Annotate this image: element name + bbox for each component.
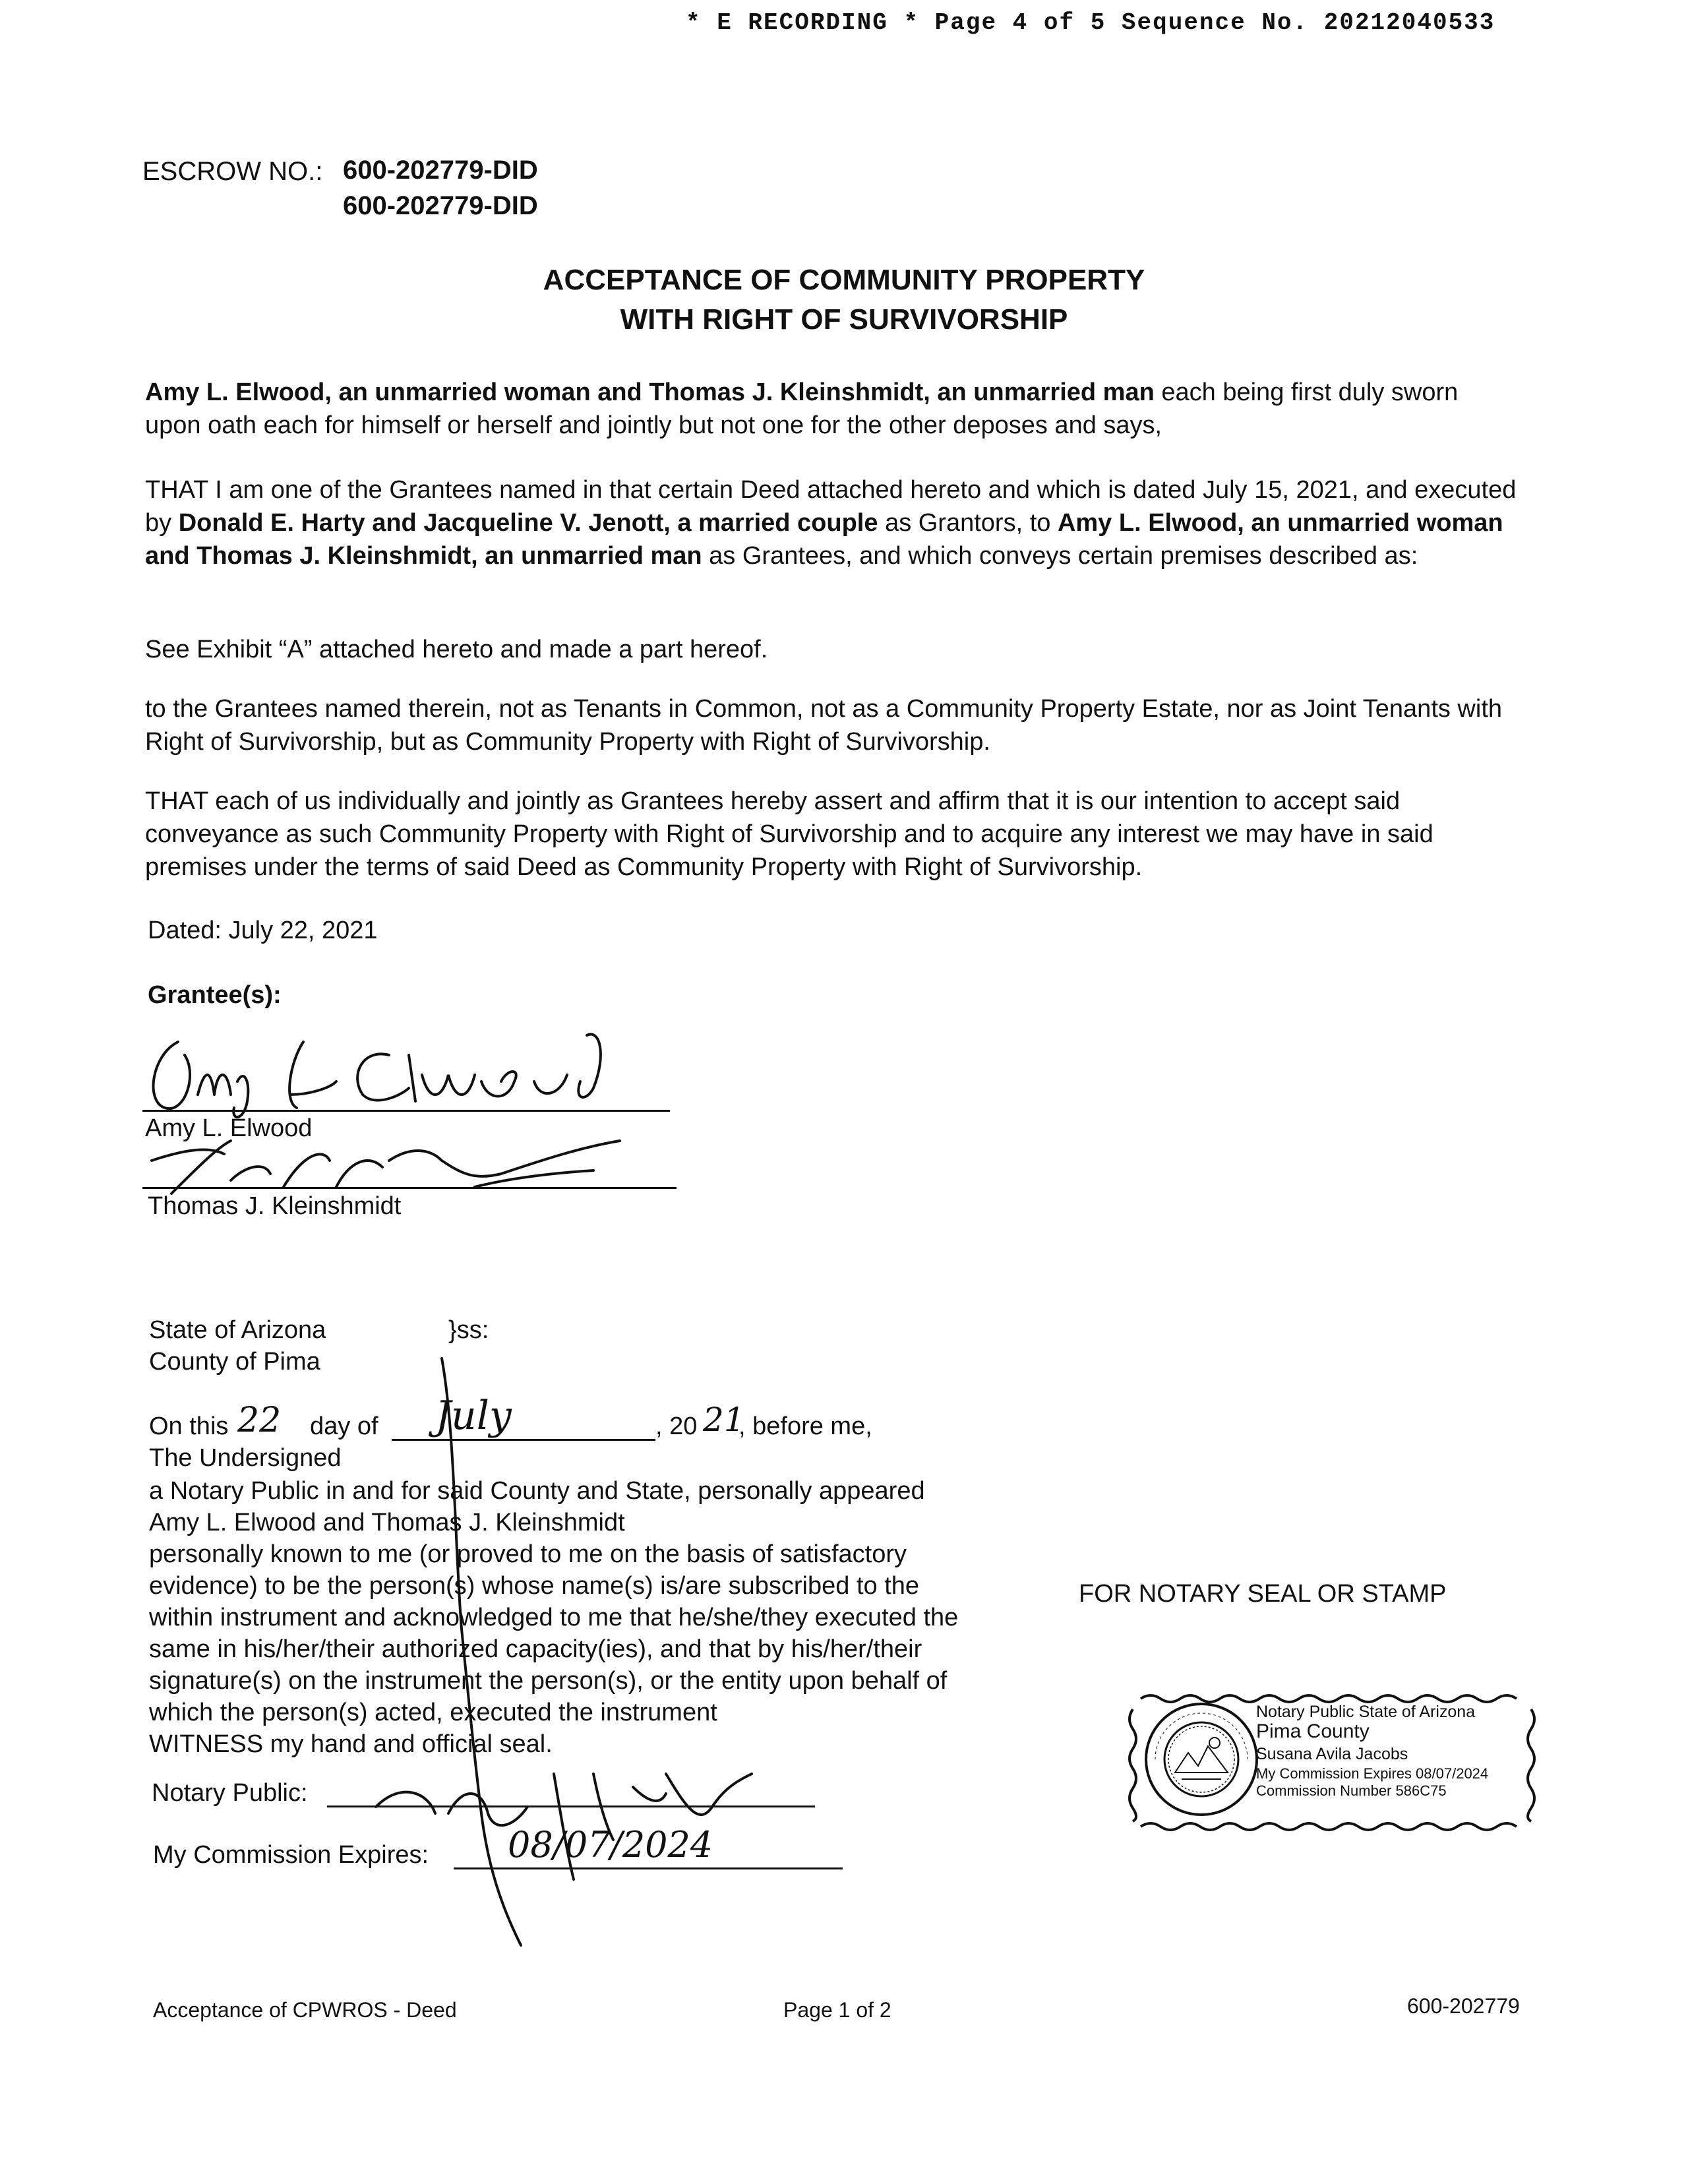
grantee-1-name: Amy L. Elwood xyxy=(145,1114,313,1142)
handwritten-year: 21 xyxy=(703,1401,745,1439)
ack-line: personally known to me (or proved to me on the basis of satisfactory xyxy=(149,1540,907,1568)
paragraph-deposition xyxy=(145,376,1517,442)
handwritten-commission-date: 08/07/2024 xyxy=(508,1824,713,1866)
ack-line: WITNESS my hand and official seal. xyxy=(149,1730,553,1758)
ack-line: within instrument and acknowledged to me that he/she/they executed the xyxy=(149,1604,959,1631)
escrow-number-2: 600-202779-DID xyxy=(343,191,538,220)
stamp-line: Susana Avila Jacobs xyxy=(1256,1745,1408,1763)
signature-line-1 xyxy=(142,1110,670,1112)
day-of-label: day of xyxy=(310,1412,378,1440)
deed-text-1: THAT I am one of the Grantees named in that certain Deed attached hereto and which is dated July 15, 2021, and executed by xyxy=(145,476,1517,537)
venue-ss: }ss: xyxy=(448,1316,489,1344)
deed-text-3: as Grantees, and which conveys certain premises described as: xyxy=(709,542,1418,570)
commission-expires-label: My Commission Expires: xyxy=(153,1841,429,1869)
footer-document-name: Acceptance of CPWROS - Deed xyxy=(153,1998,457,2022)
dated-line: Dated: July 22, 2021 xyxy=(148,917,378,944)
footer-escrow-number: 600-202779 xyxy=(1407,1994,1520,2018)
stamp-line: Notary Public State of Arizona xyxy=(1256,1703,1476,1721)
document-title-line-2: WITH RIGHT OF SURVIVORSHIP xyxy=(620,303,1068,336)
year-prefix: , 20 xyxy=(655,1412,698,1440)
paragraph-affirmation: THAT each of us individually and jointly as Grantees hereby assert and affirm that it is our intention to accept said conveyance as such Community Property with Right of Survivorship and to acquire any interest we may have in said premises under the terms of said Deed as Community Property with Right of Survivorship. xyxy=(145,787,1433,881)
undersigned-label: The Undersigned xyxy=(149,1444,342,1472)
venue-county: County of Pima xyxy=(149,1348,320,1376)
escrow-label: ESCROW NO.: xyxy=(142,157,323,186)
on-this-label: On this xyxy=(149,1412,229,1440)
notary-public-label: Notary Public: xyxy=(152,1779,308,1807)
ack-line: signature(s) on the instrument the person(s), or the entity upon behalf of xyxy=(149,1667,948,1695)
grantee-2-name: Thomas J. Kleinshmidt xyxy=(148,1192,402,1220)
grantees-heading: Grantee(s): xyxy=(148,981,282,1009)
paragraph-tenancy: to the Grantees named therein, not as Tenants in Common, not as a Community Property Estate, nor as Joint Tenants with Right of Survivorship, but as Community Property with Right of Survivorship. xyxy=(145,695,1503,756)
grantees-names-2: Amy L. Elwood, an unmarried woman and Thomas J. Kleinshmidt, an unmarried man xyxy=(145,509,1503,570)
stamp-line: Pima County xyxy=(1256,1720,1370,1742)
handwritten-month: July xyxy=(435,1393,512,1439)
handwritten-day: 22 xyxy=(237,1401,282,1440)
arizona-state-seal-icon xyxy=(1142,1700,1261,1819)
stamp-line: Commission Number 586C75 xyxy=(1256,1782,1447,1799)
ack-line: which the person(s) acted, executed the instrument xyxy=(149,1699,717,1726)
paragraph-exhibit: See Exhibit “A” attached hereto and made a part hereof. xyxy=(145,636,768,663)
deed-text-2: as Grantors, to xyxy=(885,509,1051,537)
signature-line-2 xyxy=(142,1187,677,1189)
before-me-label: , before me, xyxy=(738,1412,872,1440)
ack-line: evidence) to be the person(s) whose name(s) is/are subscribed to the xyxy=(149,1572,920,1600)
deposition-text: each being first duly sworn upon oath each for himself or herself and jointly but not one for the other deposes and says, xyxy=(145,379,1459,439)
grantees-names: Amy L. Elwood, an unmarried woman and Thomas J. Kleinshmidt, an unmarried man xyxy=(145,379,1155,406)
ack-line: Amy L. Elwood and Thomas J. Kleinshmidt xyxy=(149,1509,625,1536)
ack-line: same in his/her/their authorized capacity(ies), and that by his/her/their xyxy=(149,1635,922,1663)
grantors-names: Donald E. Harty and Jacqueline V. Jenott, a married couple xyxy=(178,509,878,537)
document-title-line-1: ACCEPTANCE OF COMMUNITY PROPERTY xyxy=(543,264,1145,296)
recording-header: * E RECORDING * Page 4 of 5 Sequence No. 20212040533 xyxy=(686,9,1495,36)
ack-line: a Notary Public in and for said County and State, personally appeared xyxy=(149,1477,925,1505)
paragraph-deed-reference xyxy=(145,473,1517,572)
commission-line xyxy=(454,1867,843,1869)
venue-state: State of Arizona xyxy=(149,1316,326,1344)
stamp-line: My Commission Expires 08/07/2024 xyxy=(1256,1765,1489,1782)
footer-page-number: Page 1 of 2 xyxy=(783,1998,891,2022)
seal-heading: FOR NOTARY SEAL OR STAMP xyxy=(1079,1580,1447,1608)
escrow-number-1: 600-202779-DID xyxy=(343,156,538,185)
